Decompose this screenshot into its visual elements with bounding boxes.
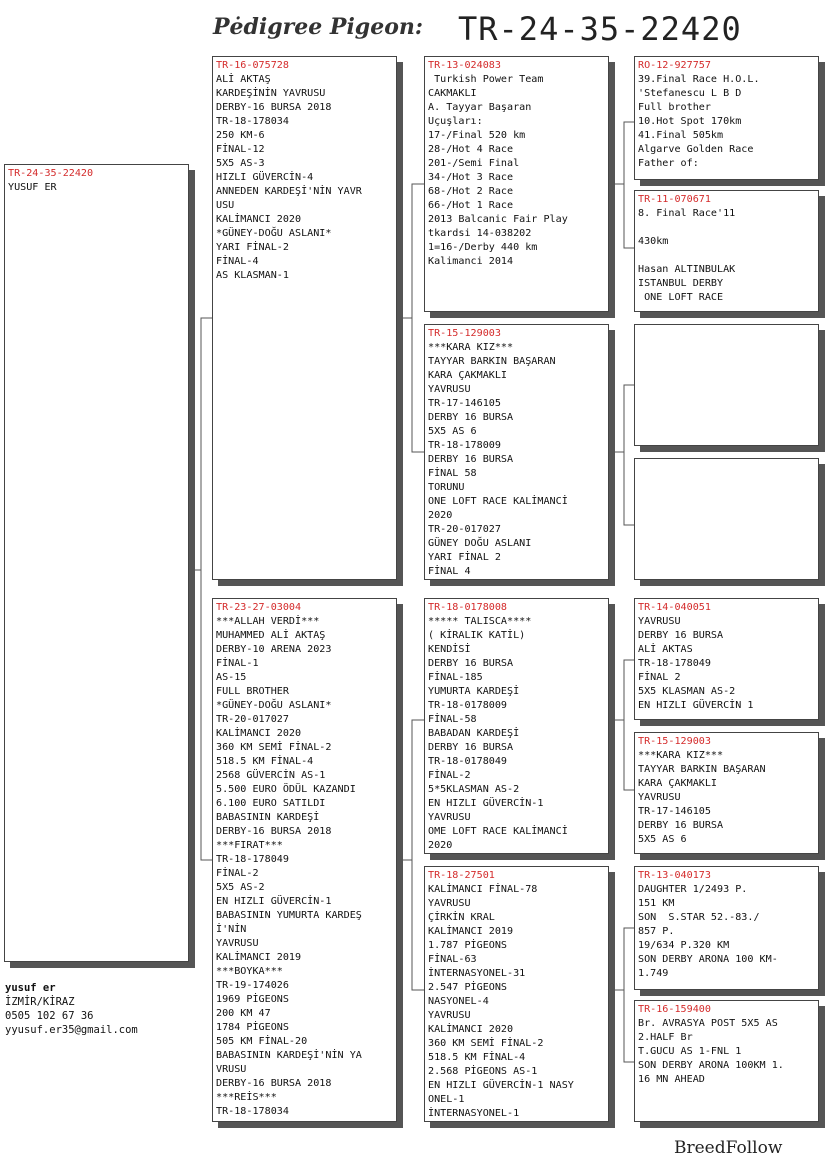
card-line: KENDİSİ (428, 644, 471, 655)
card-line: 16 MN AHEAD (638, 1074, 705, 1085)
card-line: FİNAL-4 (216, 256, 259, 267)
card-line: 857 P. (638, 926, 675, 937)
card-line: GÜNEY DOĞU ASLANI (428, 538, 532, 549)
card-line: OME LOFT RACE KALİMANCİ (428, 826, 568, 837)
ring-number: TR-18-27501 (428, 870, 495, 881)
card-line: tkardsi 14-038202 (428, 228, 532, 239)
card-line: YUSUF ER (8, 182, 57, 193)
card-line: YAVRUSU (638, 792, 681, 803)
card-line: Br. AVRASYA POST 5X5 AS (638, 1018, 778, 1029)
card-line: ONE LOFT RACE KALİMANCİ (428, 496, 568, 507)
card-line: 66-/Hot 1 Race (428, 200, 514, 211)
card-line: DERBY-16 BURSA 2018 (216, 1078, 332, 1089)
ring-number: TR-23-27-03004 (216, 602, 302, 613)
card-line: DERBY 16 BURSA (428, 454, 514, 465)
subject-ring-heading: TR-24-35-22420 (458, 10, 742, 48)
card-line: 200 KM 47 (216, 1008, 271, 1019)
card-line: 250 KM-6 (216, 130, 265, 141)
ring-number: TR-18-0178008 (428, 602, 508, 613)
owner-email: yyusuf.er35@gmail.com (5, 1024, 138, 1036)
card-line: 5X5 AS-2 (216, 882, 265, 893)
card-line: SON DERBY ARONA 100KM 1. (638, 1060, 784, 1071)
brand-footer: BreedFollow (674, 1138, 783, 1158)
card-line: MUHAMMED ALİ AKTAŞ (216, 630, 326, 641)
card-line: FİNAL-58 (428, 714, 477, 725)
card-line: 2.547 PİGEONS (428, 982, 508, 993)
ring-number: TR-14-040051 (638, 602, 711, 613)
card-line: CAKMAKLI (428, 88, 477, 99)
card-line: Hasan ALTINBULAK (638, 264, 736, 275)
card-line: EN HIZLI GÜVERCİN 1 (638, 700, 754, 711)
card-line: AS-15 (216, 672, 247, 683)
card-line: YAVRUSU (428, 898, 471, 909)
ring-number: TR-16-075728 (216, 60, 289, 71)
card-line: *GÜNEY-DOĞU ASLANI* (216, 700, 332, 711)
card-line: DERBY 16 BURSA (428, 412, 514, 423)
card-line: Full brother (638, 102, 711, 113)
card-line: ***ALLAH VERDİ*** (216, 616, 320, 627)
card-line: VRUSU (216, 1064, 247, 1075)
card-line: 28-/Hot 4 Race (428, 144, 514, 155)
card-line: NASYONEL-4 (428, 996, 489, 1007)
card-line: 360 KM SEMİ FİNAL-2 (428, 1038, 544, 1049)
card-line: FİNAL-12 (216, 144, 265, 155)
card-line: TR-20-017027 (428, 524, 501, 535)
dss-card (634, 598, 819, 720)
sdd-card (634, 458, 819, 580)
card-line: HIZLI GÜVERCİN-4 (216, 172, 314, 183)
card-line: 8. Final Race'11 (638, 208, 736, 219)
card-line: FİNAL-1 (216, 658, 259, 669)
card-line: BABASININ KARDEŞİ'NİN YA (216, 1050, 362, 1061)
card-line: İNTERNASYONEL-1 (428, 1108, 520, 1119)
card-line: KARA ÇAKMAKLI (428, 370, 508, 381)
card-line: YARI FİNAL-2 (216, 242, 289, 253)
card-line: YAVRUSU (428, 1010, 471, 1021)
card-line: YAVRUSU (216, 938, 259, 949)
page-title: Pėdigree Pigeon: (213, 14, 423, 40)
card-line: DERBY 16 BURSA (638, 630, 724, 641)
card-line: YAVRUSU (638, 616, 681, 627)
dds-card (634, 866, 819, 990)
card-line: ALİ AKTAŞ (216, 74, 271, 85)
card-line: *GÜNEY-DOĞU ASLANI* (216, 228, 332, 239)
card-line: TR-18-178049 (216, 854, 289, 865)
card-line: 518.5 KM FİNAL-4 (216, 756, 314, 767)
card-line: ONE LOFT RACE (638, 292, 724, 303)
card-line: İNTERNASYONEL-31 (428, 968, 526, 979)
dsd-card (634, 732, 819, 854)
card-line: BABASININ YUMURTA KARDEŞ (216, 910, 362, 921)
card-line: FİNAL 2 (638, 672, 681, 683)
card-line: 1969 PİGEONS (216, 994, 289, 1005)
card-line: TR-17-146105 (428, 398, 501, 409)
owner-name: yusuf er (5, 982, 56, 994)
ssd-card (634, 190, 819, 312)
card-line: EN HIZLI GÜVERCİN-1 (428, 798, 544, 809)
card-line (638, 221, 818, 235)
card-line: KALİMANCI 2020 (216, 214, 302, 225)
card-line: EN HIZLI GÜVERCİN-1 NASY (428, 1080, 574, 1091)
card-line: TR-18-178034 (216, 116, 289, 127)
card-line: 10.Hot Spot 170km (638, 116, 742, 127)
sire-sire-card (424, 56, 609, 312)
card-line: 68-/Hot 2 Race (428, 186, 514, 197)
card-line: FİNAL-63 (428, 954, 477, 965)
card-line: DERBY 16 BURSA (428, 742, 514, 753)
card-line: 1.787 PİGEONS (428, 940, 508, 951)
card-line: FİNAL 4 (428, 566, 471, 577)
card-line: 19/634 P.320 KM (638, 940, 730, 951)
card-line: SON S.STAR 52.-83./ (638, 912, 760, 923)
card-line: KALİMANCI 2019 (428, 926, 514, 937)
sds-card (634, 324, 819, 446)
owner-info (5, 981, 138, 1037)
ring-number: TR-24-35-22420 (8, 168, 94, 179)
card-line: 5X5 AS-3 (216, 158, 265, 169)
card-line: SON DERBY ARONA 100 KM- (638, 954, 778, 965)
card-line: TR-19-174026 (216, 980, 289, 991)
card-line: 6.100 EURO SATILDI (216, 798, 326, 809)
card-line: 5X5 AS 6 (638, 834, 687, 845)
card-line: FULL BROTHER (216, 686, 289, 697)
card-line (638, 249, 818, 263)
card-line: TR-18-178049 (638, 658, 711, 669)
card-line: İ'NİN (216, 924, 247, 935)
card-line: YUMURTA KARDEŞİ (428, 686, 520, 697)
card-line: ***KARA KIZ*** (428, 342, 514, 353)
card-line: ALİ AKTAS (638, 644, 693, 655)
card-line: DERBY 16 BURSA (428, 658, 514, 669)
card-line: 201-/Semi Final (428, 158, 520, 169)
card-line: 5*5KLASMAN AS-2 (428, 784, 520, 795)
card-line: KARA ÇAKMAKLI (638, 778, 718, 789)
card-line: 2568 GÜVERCİN AS-1 (216, 770, 326, 781)
ddd-card (634, 1000, 819, 1122)
card-line: TAYYAR BARKIN BAŞARAN (428, 356, 556, 367)
card-line: TAYYAR BARKIN BAŞARAN (638, 764, 766, 775)
card-line: 5X5 KLASMAN AS-2 (638, 686, 736, 697)
dam-sire-card (424, 598, 609, 854)
card-line: 34-/Hot 3 Race (428, 172, 514, 183)
card-line: DERBY-16 BURSA 2018 (216, 826, 332, 837)
card-line: 518.5 KM FİNAL-4 (428, 1052, 526, 1063)
card-line: KALİMANCI FİNAL-78 (428, 884, 538, 895)
card-line: ***BOYKA*** (216, 966, 283, 977)
ring-number: TR-15-129003 (638, 736, 711, 747)
card-line: 5.500 EURO ÖDÜL KAZANDI (216, 784, 356, 795)
card-line: 2013 Balcanic Fair Play (428, 214, 568, 225)
card-line: 41.Final 505km (638, 130, 724, 141)
sss-card (634, 56, 819, 180)
card-line: TR-18-0178009 (428, 700, 508, 711)
card-line: 1=16-/Derby 440 km (428, 242, 538, 253)
card-line: 2.568 PİGEONS AS-1 (428, 1066, 538, 1077)
card-line: FİNAL 58 (428, 468, 477, 479)
card-line: ISTANBUL DERBY (638, 278, 724, 289)
card-line: 151 KM (638, 898, 675, 909)
card-line: KALİMANCI 2020 (428, 1024, 514, 1035)
card-line: 39.Final Race H.O.L. (638, 74, 760, 85)
card-line: ***REİS*** (216, 1092, 277, 1103)
card-line: 2020 (428, 840, 453, 851)
card-line: 17-/Final 520 km (428, 130, 526, 141)
card-line: 505 KM FİNAL-20 (216, 1036, 308, 1047)
card-line: Kalimanci 2014 (428, 256, 514, 267)
card-line: Turkish Power Team (428, 74, 544, 85)
card-line: 360 KM SEMİ FİNAL-2 (216, 742, 332, 753)
card-line: Algarve Golden Race (638, 144, 754, 155)
card-line: ( KİRALIK KATİL) (428, 630, 526, 641)
subject-card (4, 164, 189, 962)
card-line: T.GUCU AS 1-FNL 1 (638, 1046, 742, 1057)
card-line: DERBY 16 BURSA (638, 820, 724, 831)
card-line: 1.749 (638, 968, 669, 979)
card-line: TR-20-017027 (216, 714, 289, 725)
card-line: TR-17-146105 (638, 806, 711, 817)
card-line: KALİMANCI 2019 (216, 952, 302, 963)
ring-number: TR-16-159400 (638, 1004, 711, 1015)
card-line: TR-18-178034 (216, 1106, 289, 1117)
card-line: Father of: (638, 158, 699, 169)
card-line: ***KARA KIZ*** (638, 750, 724, 761)
card-line: 'Stefanescu L B D (638, 88, 742, 99)
ring-number: TR-15-129003 (428, 328, 501, 339)
card-line: ONEL-1 (428, 1094, 465, 1105)
dam-dam-card (424, 866, 609, 1122)
card-line: Uçuşları: (428, 116, 483, 127)
card-line: ÇİRKİN KRAL (428, 912, 495, 923)
card-line: 5X5 AS 6 (428, 426, 477, 437)
card-line: 2.HALF Br (638, 1032, 693, 1043)
card-line: DAUGHTER 1/2493 P. (638, 884, 748, 895)
card-line: YAVRUSU (428, 812, 471, 823)
card-line: YARI FİNAL 2 (428, 552, 501, 563)
card-line: USU (216, 200, 235, 211)
ring-number: RO-12-927757 (638, 60, 711, 71)
card-line: TR-18-178009 (428, 440, 501, 451)
card-line: FİNAL-185 (428, 672, 483, 683)
card-line: TR-18-0178049 (428, 756, 508, 767)
card-line: BABASININ KARDEŞİ (216, 812, 320, 823)
ring-number: TR-13-024083 (428, 60, 501, 71)
card-line: ANNEDEN KARDEŞİ'NİN YAVR (216, 186, 362, 197)
card-line: KALİMANCI 2020 (216, 728, 302, 739)
card-line: 1784 PİGEONS (216, 1022, 289, 1033)
ring-number: TR-13-040173 (638, 870, 711, 881)
sire-dam-card (424, 324, 609, 580)
card-line: TORUNU (428, 482, 465, 493)
dam-card (212, 598, 397, 1122)
card-line: FİNAL-2 (216, 868, 259, 879)
card-line: DERBY-10 ARENA 2023 (216, 644, 332, 655)
card-line: EN HIZLI GÜVERCİN-1 (216, 896, 332, 907)
card-line: AS KLASMAN-1 (216, 270, 289, 281)
card-line: ***** TALISCA**** (428, 616, 532, 627)
card-line: ***FIRAT*** (216, 840, 283, 851)
card-line: BABADAN KARDEŞİ (428, 728, 520, 739)
owner-phone: 0505 102 67 36 (5, 1010, 94, 1022)
card-line: FİNAL-2 (428, 770, 471, 781)
card-line: A. Tayyar Başaran (428, 102, 532, 113)
card-line: 430km (638, 236, 669, 247)
card-line: 2020 (428, 510, 453, 521)
owner-location: İZMİR/KİRAZ (5, 996, 75, 1008)
card-line: DERBY-16 BURSA 2018 (216, 102, 332, 113)
sire-card (212, 56, 397, 580)
ring-number: TR-11-070671 (638, 194, 711, 205)
card-line: YAVRUSU (428, 384, 471, 395)
card-line: KARDEŞİNİN YAVRUSU (216, 88, 326, 99)
